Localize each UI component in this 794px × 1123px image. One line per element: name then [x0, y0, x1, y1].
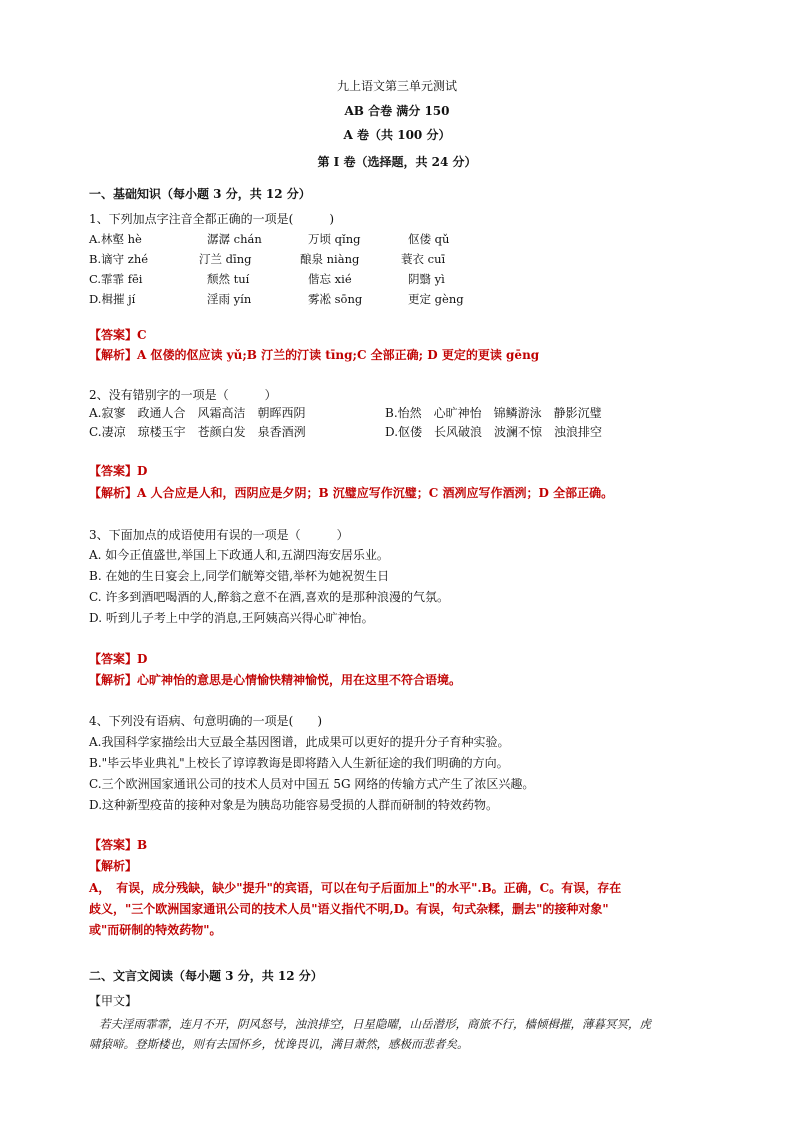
section2-label: 【甲文】	[89, 994, 138, 1008]
q1-b-4: 蓑衣 cuī	[401, 252, 446, 266]
q4-analysis-line-1: A， 有误，成分残缺，缺少"提升"的宾语，可以在句子后面加上"的水平".B。正确，C。有误，存在	[89, 881, 622, 895]
q1-c-2: 颓然 tuí	[207, 272, 250, 286]
section1-heading: 一、基础知识（每小题 3 分，共 12 分）	[89, 187, 311, 201]
q1-a-2: 潺潺 chán	[207, 232, 262, 246]
q4-option-b: B."毕云毕业典礼"上校长了谆谆教诲是即将踏入人生新征途的我们明确的方向。	[89, 756, 509, 770]
q4-option-c: C.三个欧洲国家通讯公司的技术人员对中国五 5G 网络的传输方式产生了浓区兴趣。	[89, 777, 535, 791]
q4-analysis-line-3: 或"而研制的特效药物"。	[89, 923, 222, 937]
q3-answer: 【答案】D	[89, 652, 148, 666]
q3-analysis: 【解析】心旷神怡的意思是心情愉快精神愉悦，用在这里不符合语境。	[89, 673, 462, 687]
q2-option-a: A.寂寥 政通人合 风霜高洁 朝晖西阴	[89, 406, 306, 420]
q2-option-d: D.伛偻 长风破浪 波澜不惊 浊浪排空	[385, 425, 603, 439]
q1-c-4: 阴翳 yì	[408, 272, 445, 286]
q1-c-3: 偕忘 xié	[308, 272, 352, 286]
paper-a-title: A 卷（共 100 分）	[343, 128, 451, 142]
q1-a-3: 万顷 qǐng	[308, 232, 361, 246]
q1-c-1: C.霏霏 fēi	[89, 272, 143, 286]
q2-option-c: C.凄凉 琼楼玉宇 苍颜白发 泉香酒洌	[89, 425, 306, 439]
q1-analysis: 【解析】A 伛偻的伛应读 yǔ;B 汀兰的汀读 tīng;C 全部正确; D 更定的更读 gēng	[89, 348, 540, 362]
q3-option-b: B. 在她的生日宴会上,同学们觥筹交错,举杯为她祝贺生日	[89, 569, 390, 583]
q1-answer: 【答案】C	[89, 328, 147, 342]
classical-text-line-2: 啸猿啼。登斯楼也，则有去国怀乡，忧谗畏讥，满目萧然，感极而悲者矣。	[89, 1037, 469, 1051]
q1-a-1: A.林壑 hè	[89, 232, 142, 246]
q1-d-1: D.楫摧 jí	[89, 292, 136, 306]
classical-text-line-1: 若夫淫雨霏霏，连月不开，阴风怒号，浊浪排空，日星隐曜，山岳潜形，商旅不行，樯倾楫摧，薄暮冥冥，虎	[99, 1017, 651, 1031]
q3-option-d: D. 听到儿子考上中学的消息,王阿姨高兴得心旷神怡。	[89, 611, 374, 625]
q2-option-b: B.怡然 心旷神怡 锦鳞游泳 静影沉璧	[385, 406, 602, 420]
q4-option-a: A.我国科学家描绘出大豆最全基因图谱，此成果可以更好的提升分子育种实验。	[89, 735, 510, 749]
q4-analysis-line-2: 歧义，"三个欧洲国家通讯公司的技术人员"语义指代不明,D。有误，句式杂糅，删去"的接种对象"	[89, 902, 609, 916]
q1-b-3: 酿泉 niàng	[300, 252, 360, 266]
q4-answer: 【答案】B	[89, 838, 148, 852]
part1-title: 第 I 卷（选择题，共 24 分）	[317, 155, 477, 169]
q2-analysis: 【解析】A 人合应是人和，西阴应是夕阴；B 沉璧应写作沉璧；C 酒冽应写作酒洌；D 全部正确。	[89, 486, 614, 500]
q4-stem: 4、下列没有语病、句意明确的一项是( )	[89, 714, 322, 728]
q3-stem: 3、下面加点的成语使用有误的一项是（ ）	[89, 528, 349, 542]
q4-analysis-label: 【解析】	[89, 859, 138, 873]
q1-b-1: B.谪守 zhé	[89, 252, 149, 266]
q4-option-d: D.这种新型疫苗的接种对象是为胰岛功能容易受损的人群而研制的特效药物。	[89, 798, 499, 812]
exam-subtitle: AB 合卷 满分 150	[344, 104, 450, 118]
q3-option-c: C. 许多到酒吧喝酒的人,醉翁之意不在酒,喜欢的是那种浪漫的气氛。	[89, 590, 450, 604]
q1-d-3: 雾凇 sōng	[308, 292, 363, 306]
q1-d-2: 淫雨 yín	[207, 292, 252, 306]
q2-answer: 【答案】D	[89, 464, 148, 478]
section2-heading: 二、文言文阅读（每小题 3 分，共 12 分）	[89, 969, 323, 983]
q1-b-2: 汀兰 dīng	[199, 252, 252, 266]
q3-option-a: A. 如今正值盛世,举国上下政通人和,五湖四海安居乐业。	[89, 548, 389, 562]
q1-a-4: 伛偻 qǔ	[408, 232, 450, 246]
exam-title: 九上语文第三单元测试	[336, 79, 457, 93]
q2-stem: 2、没有错别字的一项是（ ）	[89, 388, 277, 402]
q1-d-4: 更定 gèng	[408, 292, 464, 306]
q1-stem: 1、下列加点字注音全都正确的一项是( )	[89, 212, 334, 226]
